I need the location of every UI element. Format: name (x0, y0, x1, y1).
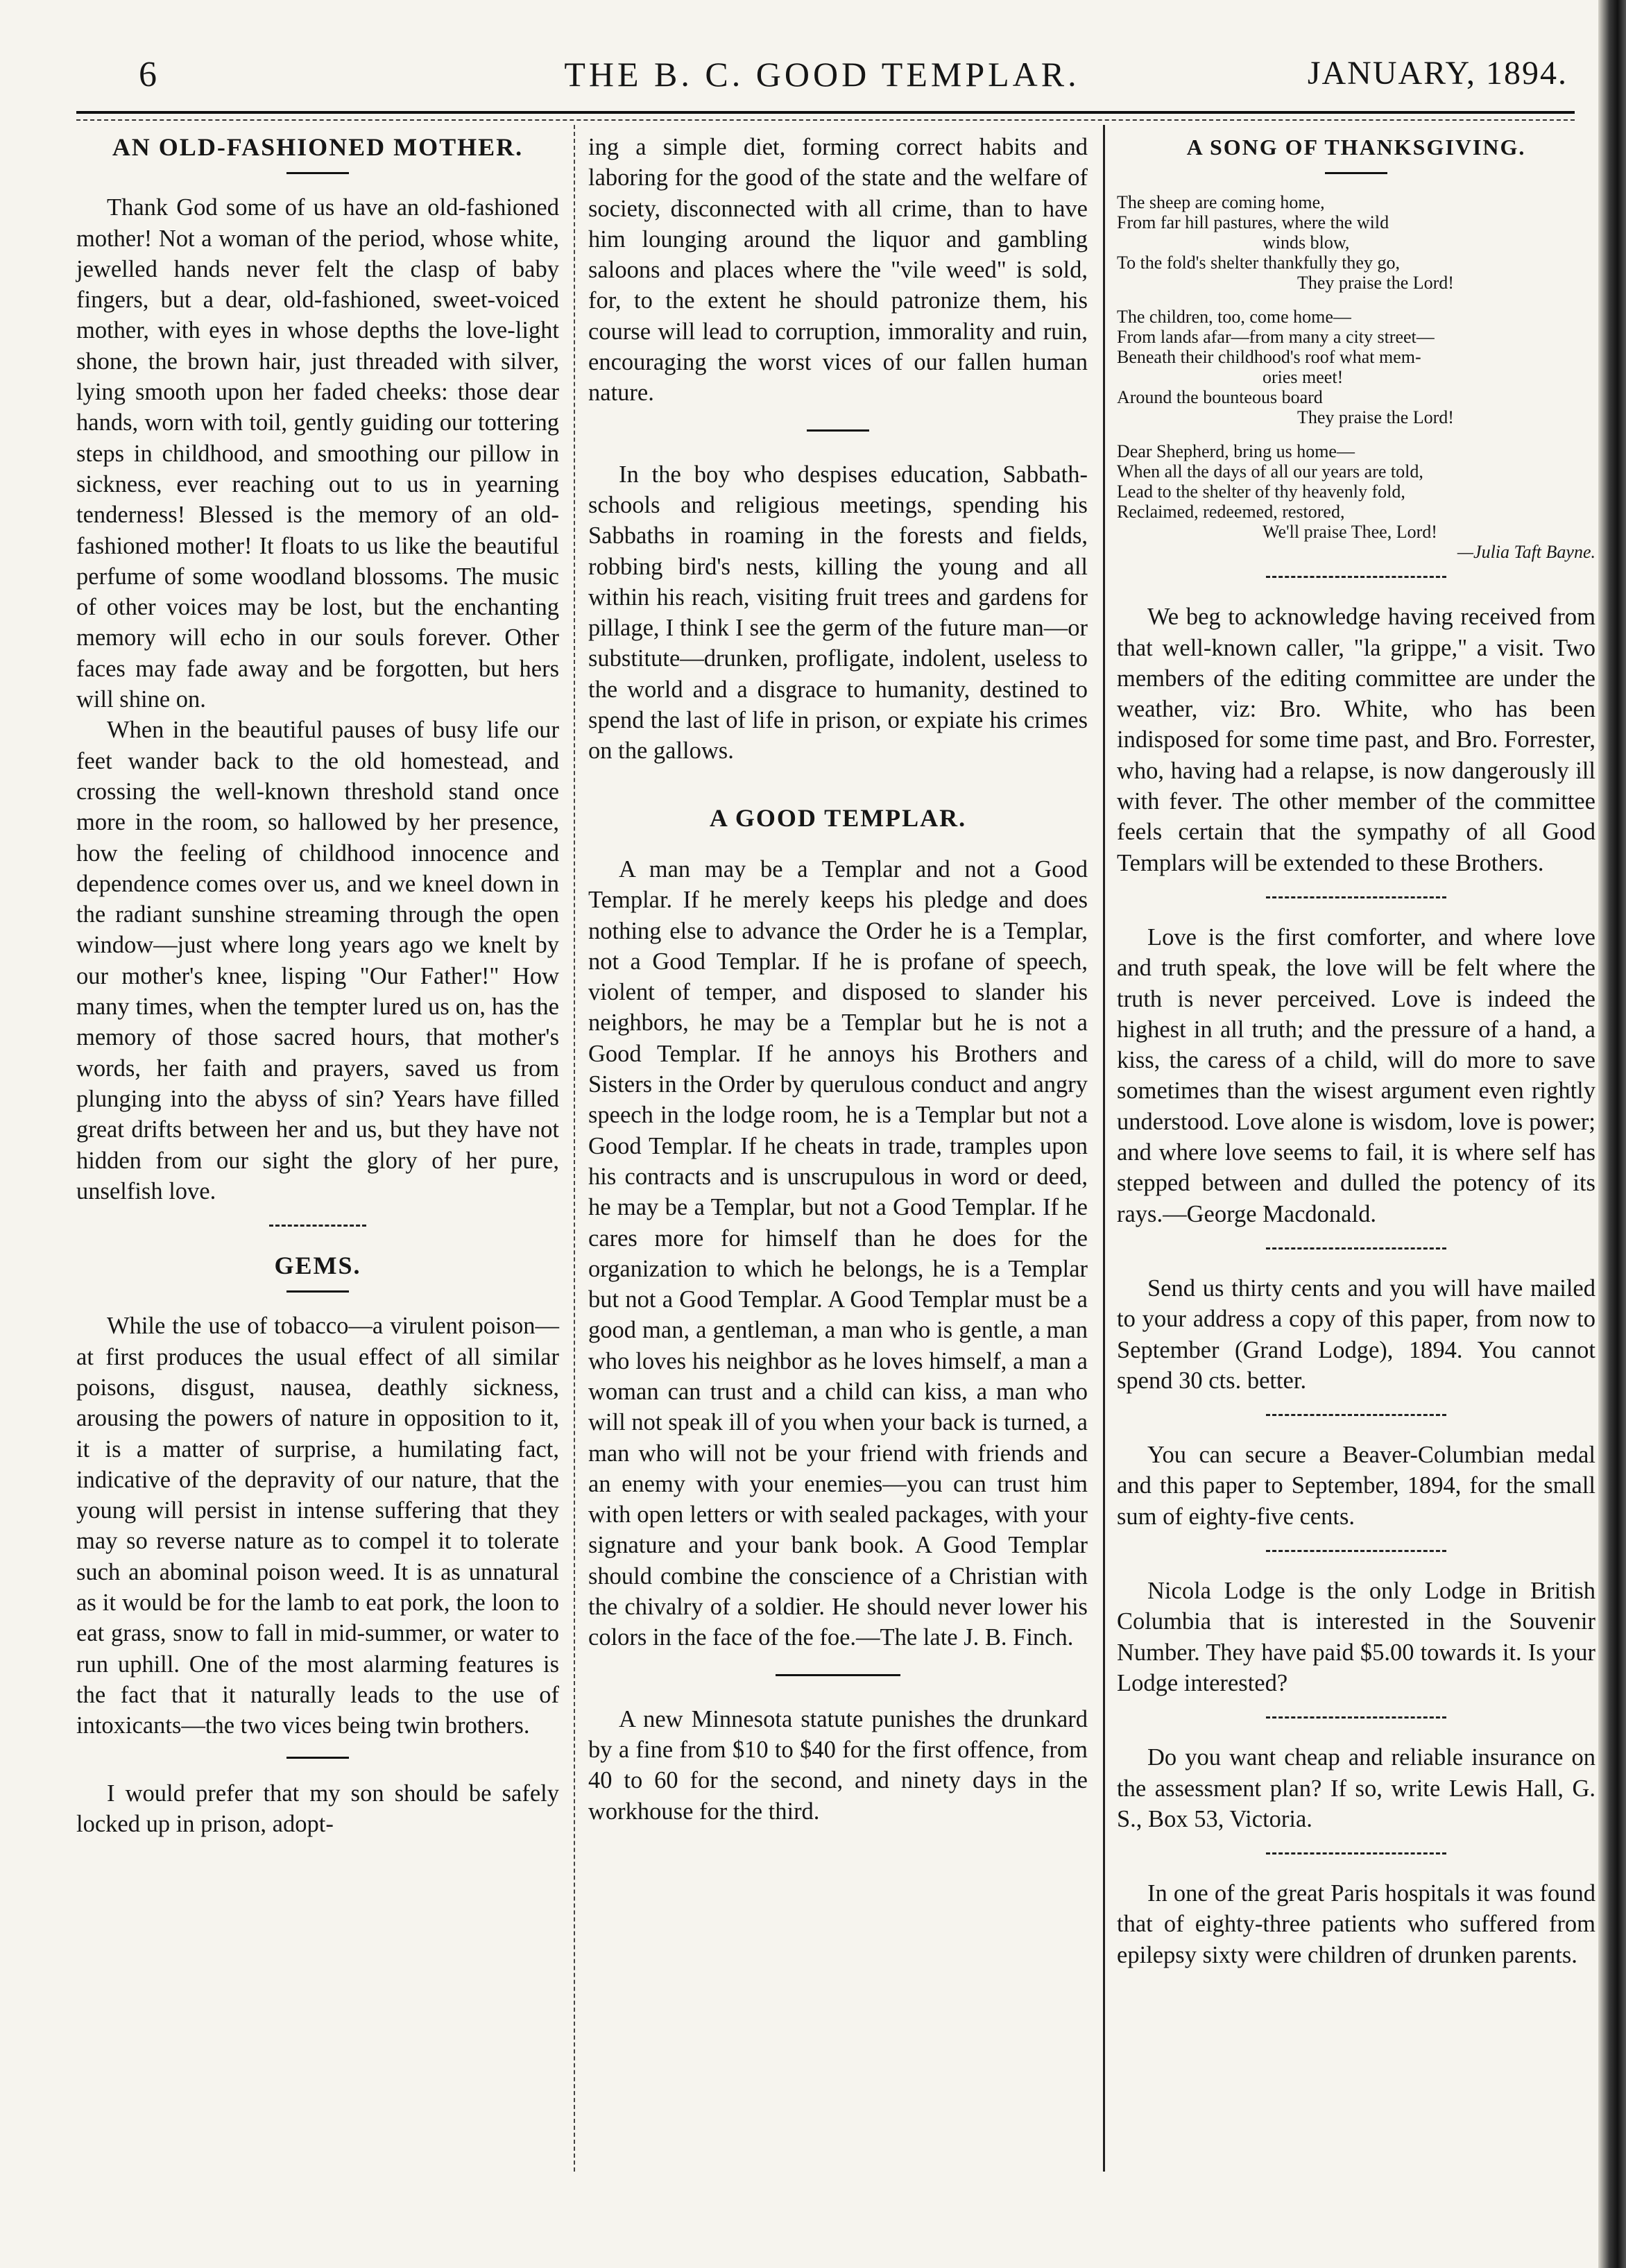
mother-paragraph-1: Thank God some of us have an old-fashioned mother! Not a woman of the period, whose white, jewelled hands never felt the clasp of baby fingers, but a dear, old-fashioned, sweet-voiced mother, with eyes in whose depths the love-light shone, the brown hair, just threaded with silver, lying smooth upon her faded cheeks: those dear hands, worn with toil, gently guiding our tottering steps in childhood, and smoothing our pillow in sickness, ever reaching out to us in yearning tenderness! Blessed is the memory of an old-fashioned mother! It floats to us like the beautiful perfume of some woodland blossoms. The music of other voices may be lost, but the enchanting memory will echo in our souls forever. Other faces may fade away and be forgotten, but hers will shine on. (76, 194, 559, 713)
separator (1266, 1716, 1446, 1719)
mother-paragraph-2: When in the beautiful pauses of busy life our feet wander back to the old homestead, and crossing the well-known threshold stand once more in the room, so hallowed by her presence, how the feeling of childhood innocence and dependence comes over us, and we kneel down in the radiant sunshine streaming through the open window—just where long years ago we knelt by our mother's knee, lisping "Our Father!" How many times, when the tempter lured us on, has the memory of those sacred hours, that mother's words, her faith and prayers, saved us from plunging into the abyss of sin? Years have filled great drifts between her and us, but they have not hidden from our sight the glory of her pure, unselfish love. (76, 717, 559, 1204)
poem-author: —Julia Taft Bayne. (1457, 542, 1595, 563)
song-poem (1117, 192, 1595, 562)
article-title-mother: AN OLD-FASHIONED MOTHER. (112, 133, 524, 161)
poem-line: They praise the Lord! (1297, 273, 1454, 293)
templar-paragraph: A man may be a Templar and not a Good Templar. If he merely keeps his pledge and does nothing else to advance the Order he is a Templar, not a Good Templar. If he is profane of speech, violent of temper, and disposed to slander his neighbors, he may be a Templar but he is not a Good Templar. If he annoys his Brothers and Sisters in the Order by querulous conduct and angry speech in the lodge room, he is a Templar but not a Good Templar. If he cheats in trade, tramples upon his contracts and is unscrupulous in word or deed, he may be a Templar, but not a Good Templar. If he cares more for himself than he does for the organization to which he belongs, he is a Templar but not a Good Templar. A Good Templar must be a good man, a gentleman, a man who is gentle, a man who loves his neighbor as he loves himself, a man a woman can trust and a child can kiss, a man who will not speak ill of you when your back is turned, a man who will not be your friend with friends and an enemy with your enemies—you can trust him with open letters or with sealed packages, with your signature and your bank book. A Good Templar should combine the conscience of a Christian with the chivalry of a soldier. He should never lower his colors in the face of the foe.—The late J. B. Finch. (588, 855, 1088, 1651)
column-1 (76, 132, 559, 1839)
poem-line: From lands afar—from many a city street— (1117, 327, 1435, 348)
gems-paragraph-1: While the use of tobacco—a virulent poison—at first produces the usual effect of all similar poisons, disgust, nausea, deathly sickness, arousing the powers of nature in opposition to it, it is a matter of surprise, a humilating fact, indicative of the depravity of our nature, that the young will persist in intense suffering that they may so reverse nature as to compel it to tolerate such an abominal poison weed. It is as unnatural as it would be for the lamb to eat pork, the loon to eat grass, snow to fall in mid-summer, or water to run uphill. One of the most alarming features is the fact that it naturally leads to the use of intoxicants—the two vices being twin brothers. (76, 1313, 559, 1739)
poem-line: From far hill pastures, where the wild (1117, 212, 1389, 233)
column-divider-2 (1103, 125, 1105, 2172)
separator (807, 429, 869, 432)
poem-line: ories meet! (1263, 367, 1344, 388)
separator (286, 1290, 349, 1293)
love-paragraph: Love is the first comforter, and where love and truth speak, the love will be felt where the truth is never perceived. Love is indeed the highest in all truth; and the pressure of a hand, a kiss, the caress of a child, will do more to save sometimes than the wisest argument even rightly understood. Love alone is wisdom, love is power; and where love seems to fail, it is where self has stepped between and dulled the potency of its rays.—George Macdonald. (1117, 923, 1595, 1227)
minnesota-paragraph: A new Minnesota statute punishes the drunkard by a fine from $10 to $40 for the first offence, from 40 to 60 for the second, and ninety days in the workhouse for the third. (588, 1705, 1088, 1825)
separator (269, 1225, 366, 1227)
article-title-gems: GEMS. (274, 1252, 361, 1280)
masthead (76, 54, 1568, 103)
subscription-paragraph: Send us thirty cents and you will have mailed to your address a copy of this paper, from now to September (Grand Lodge), 1894. You cannot spend 30 cts. better. (1117, 1274, 1595, 1394)
poem-line: Around the bounteous board (1117, 387, 1323, 408)
header-rule (76, 111, 1575, 114)
poem-line: winds blow, (1263, 232, 1350, 253)
nicola-paragraph: Nicola Lodge is the only Lodge in British Columbia that is interested in the Souvenir Number. They have paid $5.00 towards it. Is your Lodge interested? (1117, 1578, 1595, 1696)
article-title-song: A SONG OF THANKSGIVING. (1186, 135, 1526, 160)
column-2 (588, 132, 1088, 1827)
separator (1266, 1247, 1446, 1250)
page-binding-edge (1598, 0, 1626, 2268)
separator (286, 1757, 349, 1759)
poem-stanza-1 (1117, 192, 1595, 293)
separator (1266, 576, 1446, 578)
article-title-templar: A GOOD TEMPLAR. (709, 803, 967, 832)
poem-line: When all the days of all our years are told, (1117, 461, 1423, 482)
poem-line: Beneath their childhood's roof what mem- (1117, 347, 1421, 368)
separator (776, 1674, 900, 1676)
poem-stanza-2 (1117, 307, 1595, 427)
header-rule-dashed (76, 119, 1575, 121)
separator (1325, 172, 1387, 174)
poem-line: The sheep are coming home, (1117, 192, 1325, 213)
medal-paragraph: You can secure a Beaver-Columbian medal and this paper to September, 1894, for the small sum of eighty-five cents. (1117, 1442, 1595, 1530)
separator (1266, 1550, 1446, 1552)
poem-stanza-3 (1117, 441, 1595, 562)
gems-paragraph-3: In the boy who despises education, Sabbath-schools and religious meetings, spending his Sabbaths in roaming in the forests and fields, robbing bird's nests, killing the young and all within his reach, visiting fruit trees and gardens for pillage, I think I see the germ of the future man—or substitute—drunken, profligate, indolent, useless to the world and a disgrace to humanity, destined to spend the last of life in prison, or expiate his crimes on the gallows. (588, 461, 1088, 765)
separator (1266, 1852, 1446, 1855)
paris-paragraph: In one of the great Paris hospitals it was found that of eighty-three patients who suffered from epilepsy sixty were children of drunken parents. (1117, 1880, 1595, 1968)
poem-line: They praise the Lord! (1297, 407, 1454, 428)
separator (1266, 896, 1446, 898)
paper-title: THE B. C. GOOD TEMPLAR. (564, 55, 1080, 94)
separator (1266, 1414, 1446, 1416)
poem-line: We'll praise Thee, Lord! (1263, 522, 1437, 543)
poem-line: Dear Shepherd, bring us home— (1117, 441, 1355, 462)
separator (286, 172, 349, 174)
poem-line: Lead to the shelter of thy heavenly fold, (1117, 481, 1405, 502)
poem-line: To the fold's shelter thankfully they go, (1117, 253, 1400, 273)
grippe-paragraph: We beg to acknowledge having received from that well-known caller, "la grippe," a visit. Two members of the editing committee are under the weather, viz: Bro. White, who has been indisposed for some time past, and Bro. Forrester, who, having had a relapse, is now dangerously ill with fever. The other member of the committee feels certain that the sympathy of all Good Templars will be extended to these Brothers. (1117, 604, 1595, 876)
column-divider-1 (574, 125, 575, 2172)
gems-paragraph-2: I would prefer that my son should be safely locked up in prison, adopt- (76, 1780, 559, 1837)
insurance-paragraph: Do you want cheap and reliable insurance on the assessment plan? If so, write Lewis Hall, G. S., Box 53, Victoria. (1117, 1744, 1595, 1832)
page-number: 6 (139, 55, 157, 94)
poem-line: The children, too, come home— (1117, 307, 1351, 327)
issue-date: JANUARY, 1894. (1307, 55, 1568, 92)
column-3 (1117, 132, 1595, 1970)
poem-line: Reclaimed, redeemed, restored, (1117, 502, 1345, 522)
gems-continued: ing a simple diet, forming correct habits and laboring for the good of the state and the welfare of society, disconnected with all crime, than to have him lounging around the liquor and gambling saloons and places where the "vile weed" is sold, for, to the extent he should patronize them, his course will lead to corruption, immorality and ruin, encouraging the worst vices of our fallen human nature. (588, 134, 1088, 407)
